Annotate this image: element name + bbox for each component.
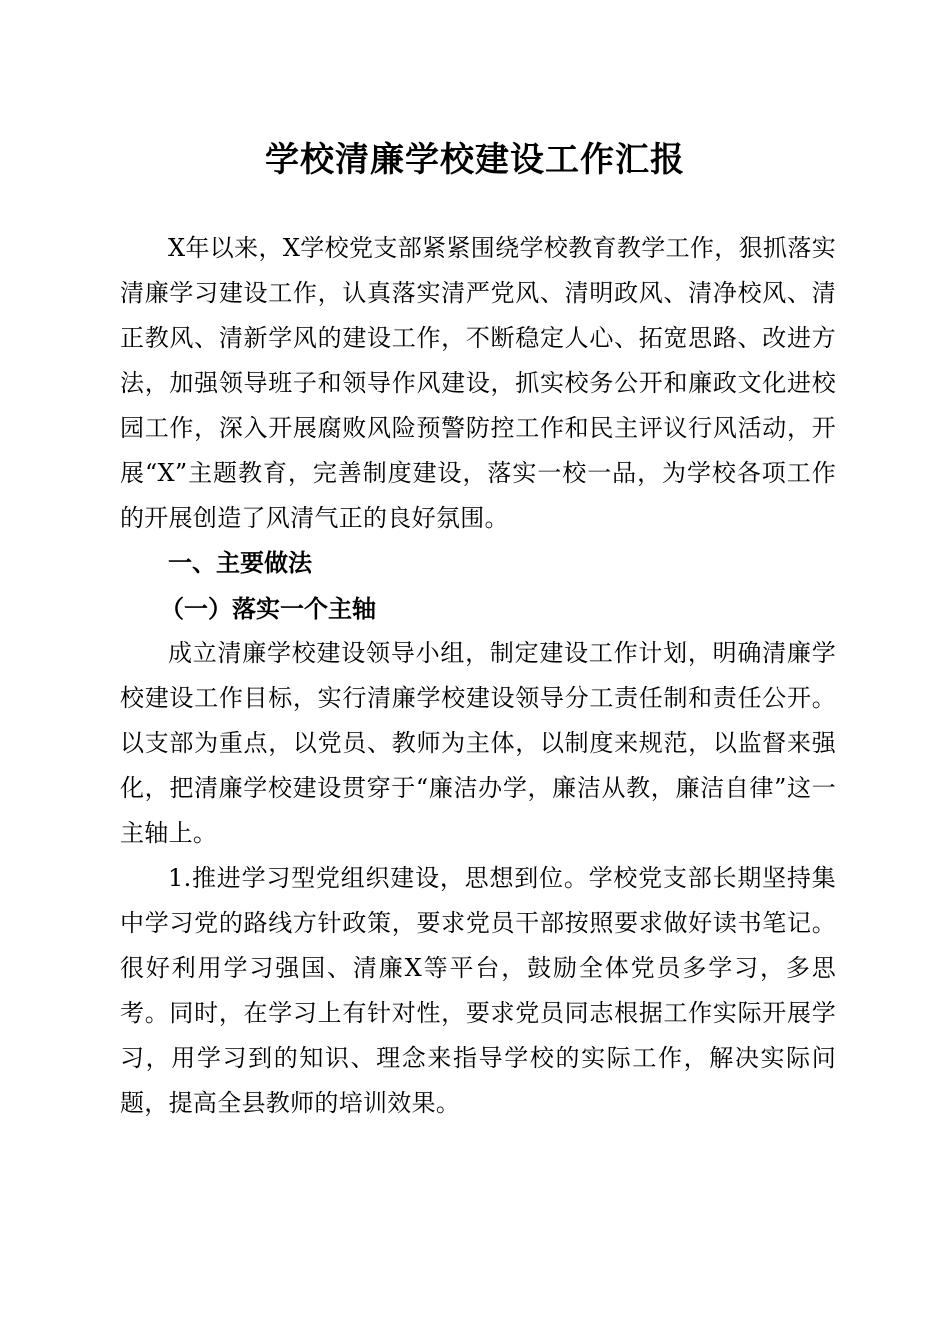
section-heading-main-practices: 一、主要做法 xyxy=(168,549,312,577)
intro-paragraph: X年以来，X学校党支部紧紧围绕学校教育教学工作，狠抓落实清廉学习建设工作，认真落实清严党风、清明政风、清净校风、清正教风、清新学风的建设工作，不断稳定人心、拓宽思路、改进方法，加强领导班子和领导作风建设，抓实校务公开和廉政文化进校园工作，深入开展腐败风险预警防控工作和民主评议行风活动，开展“X”主题教育，完善制度建设，落实一校一品，为学校各项工作的开展创造了风清气正的良好氛围。 xyxy=(120,234,836,532)
subsection-heading-main-axis: （一）落实一个主轴 xyxy=(160,594,376,623)
item-1-paragraph: 1.推进学习型党组织建设，思想到位。学校党支部长期坚持集中学习党的路线方针政策，要求党员干部按照要求做好读书笔记。很好利用学习强国、清廉X等平台，鼓励全体党员多学习，多思考。同时，在学习上有针对性，要求党员同志根据工作实际开展学习，用学习到的知识、理念来指导学校的实际工作，解决实际问题，提高全县教师的培训效果。 xyxy=(120,864,836,1117)
document-title: 学校清廉学校建设工作汇报 xyxy=(265,140,685,180)
document-body xyxy=(120,226,836,1126)
subsection-paragraph: 成立清廉学校建设领导小组，制定建设工作计划，明确清廉学校建设工作目标，实行清廉学校建设领导分工责任制和责任公开。以支部为重点，以党员、教师为主体，以制度来规范，以监督来强化，把清廉学校建设贯穿于“廉洁办学，廉洁从教，廉洁自律”这一主轴上。 xyxy=(120,639,836,847)
